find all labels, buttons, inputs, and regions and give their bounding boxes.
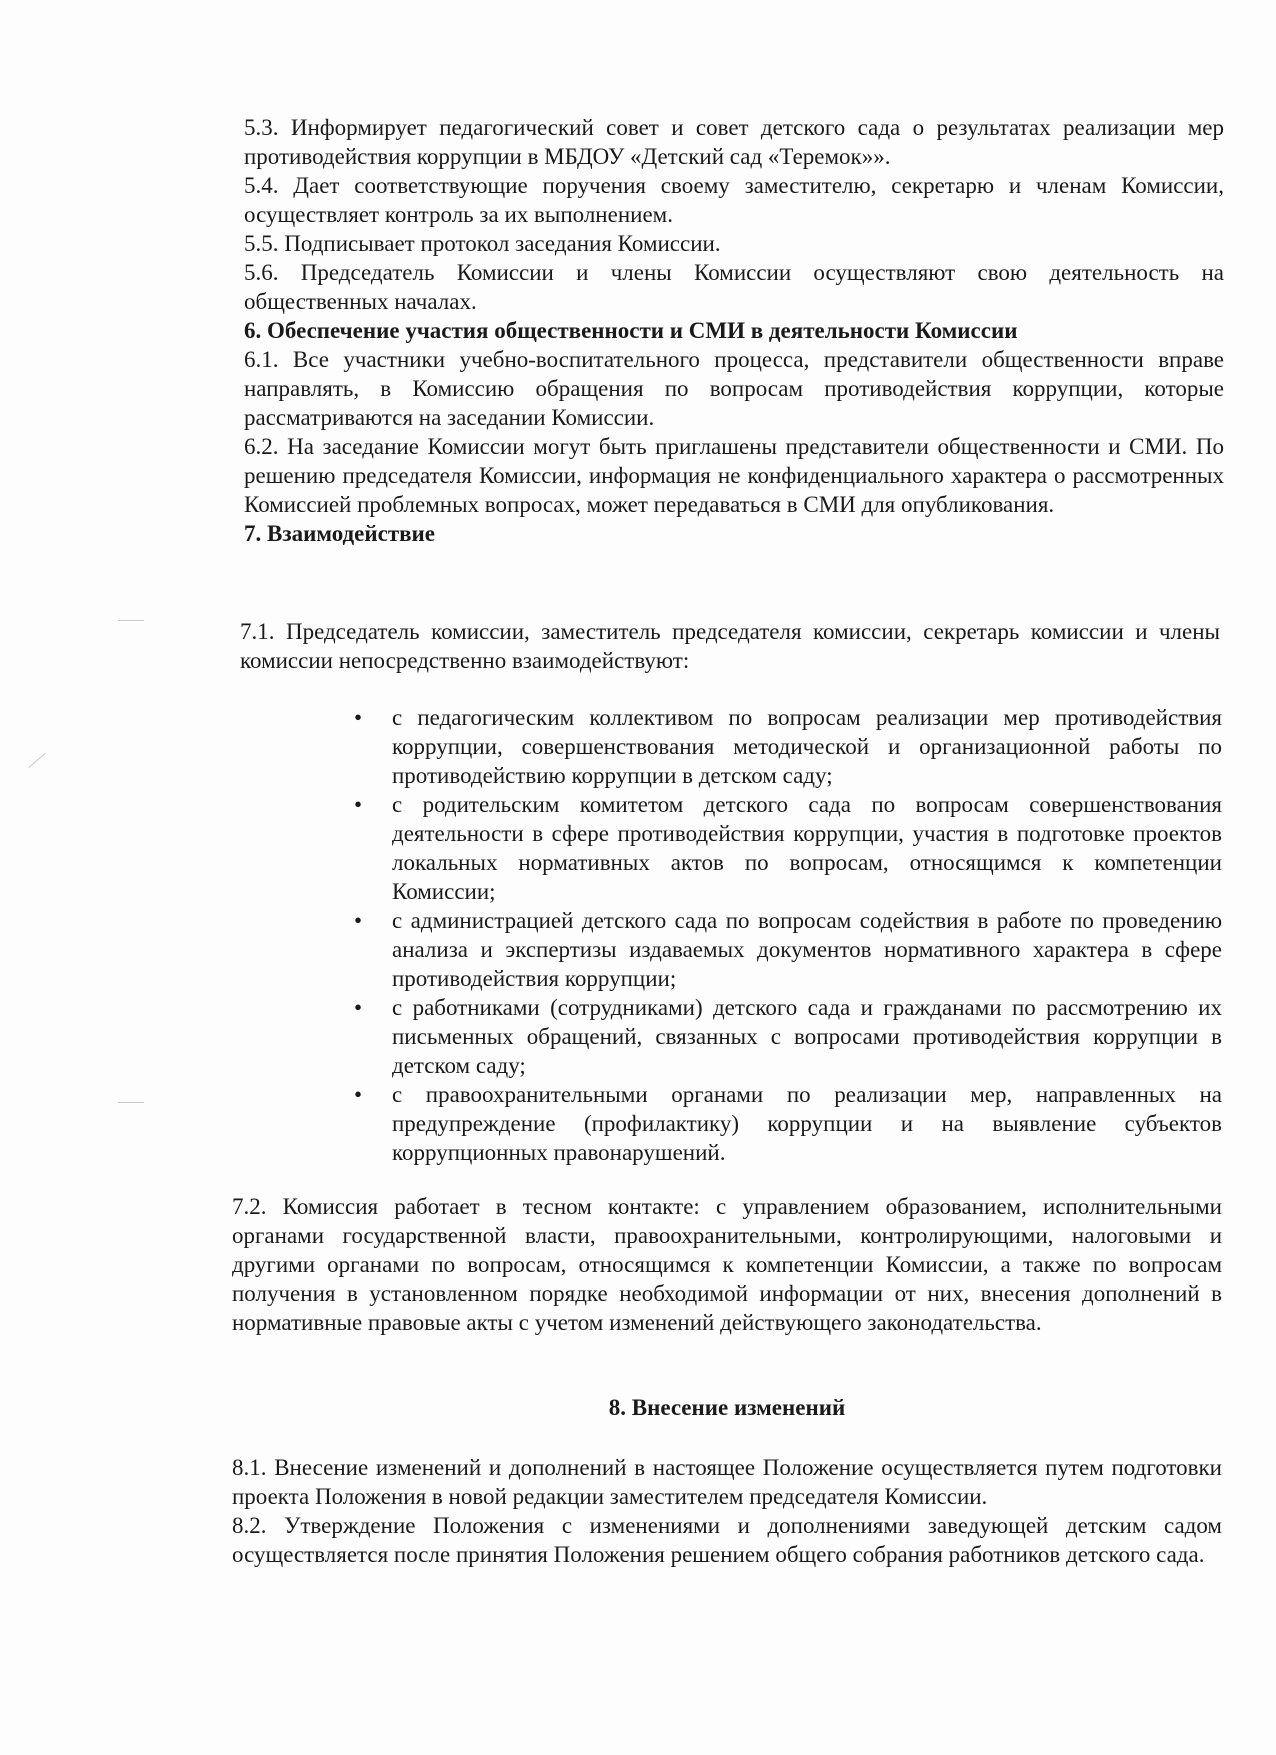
interaction-list xyxy=(352,703,1222,1167)
section-8-heading: 8. Внесение изменений xyxy=(608,1395,846,1420)
list-item-text: с педагогическим коллективом по вопросам реализации мер противодействия коррупции, совершенствования методической и организационной работы по противодействию коррупции в детском саду; xyxy=(392,705,1222,788)
list-item-text: с правоохранительными органами по реализации мер, направленных на предупреждение (профилактику) коррупции и на выявление субъектов коррупционных правонарушений. xyxy=(392,1082,1222,1165)
paragraph-7-1-block xyxy=(240,617,1220,675)
paragraph-7-1: 7.1. Председатель комиссии, заместитель председателя комиссии, секретарь комиссии и члены комиссии непосредственно взаимодействуют: xyxy=(240,619,1220,673)
paragraph-6-2: 6.2. На заседание Комиссии могут быть приглашены представители общественности и СМИ. По решению председателя Комиссии, информация не конфиденциального характера о рассмотренных Комиссией проблемных вопросах, может передаваться в СМИ для опубликования. xyxy=(244,434,1224,517)
section-5 xyxy=(244,113,1224,548)
bullet-icon: • xyxy=(354,705,363,730)
section-6-heading: 6. Обеспечение участия общественности и СМИ в деятельности Комиссии xyxy=(244,318,1018,343)
paragraph-6-1: 6.1. Все участники учебно-воспитательного процесса, представители общественности вправе направлять, в Комиссию обращения по вопросам противодействия коррупции, которые рассматриваются на заседании Комиссии. xyxy=(244,347,1224,430)
paragraph-5-4: 5.4. Дает соответствующие поручения своему заместителю, секретарю и членам Комиссии, осуществляет контроль за их выполнением. xyxy=(244,173,1224,227)
section-7-heading: 7. Взаимодействие xyxy=(244,521,436,546)
list-item-text: с работниками (сотрудниками) детского сада и гражданами по рассмотрению их письменных обращений, связанных с вопросами противодействия коррупции в детском саду; xyxy=(392,995,1222,1078)
list-item xyxy=(352,993,1222,1080)
section-8-heading-block xyxy=(232,1393,1222,1422)
paragraph-5-6: 5.6. Председатель Комиссии и члены Комиссии осуществляют свою деятельность на общественных началах. xyxy=(244,260,1224,314)
list-item xyxy=(352,906,1222,993)
list-item-text: с администрацией детского сада по вопросам содействия в работе по проведению анализа и экспертизы издаваемых документов нормативного характера в сфере противодействия коррупции; xyxy=(392,908,1222,991)
bullet-icon: • xyxy=(354,792,363,817)
section-8-body xyxy=(232,1453,1222,1569)
bullet-icon: • xyxy=(354,908,363,933)
paragraph-5-5: 5.5. Подписывает протокол заседания Комиссии. xyxy=(244,231,721,256)
paragraph-7-2: 7.2. Комиссия работает в тесном контакте: с управлением образованием, исполнительными органами государственной власти, правоохранительными, контролирующими, налоговыми и другими органами по вопросам, относящимся к компетенции Комиссии, а также по вопросам получения в установленном порядке необходимой информации от них, внесения дополнений в нормативные правовые акты с учетом изменений действующего законодательства. xyxy=(232,1194,1222,1335)
scan-mark xyxy=(28,753,45,768)
list-item xyxy=(352,1080,1222,1167)
list-item xyxy=(352,703,1222,790)
scan-mark xyxy=(118,1102,144,1103)
bullet-icon: • xyxy=(354,1082,363,1107)
paragraph-7-2-block xyxy=(232,1192,1222,1337)
scan-mark xyxy=(118,620,144,621)
bullet-icon: • xyxy=(354,995,363,1020)
list-item-text: с родительским комитетом детского сада по вопросам совершенствования деятельности в сфере противодействия коррупции, участия в подготовке проектов локальных нормативных актов по вопросам, относящимся к компетенции Комиссии; xyxy=(392,792,1222,904)
paragraph-8-1: 8.1. Внесение изменений и дополнений в настоящее Положение осуществляется путем подготовки проекта Положения в новой редакции заместителем председателя Комиссии. xyxy=(232,1455,1222,1509)
paragraph-5-3: 5.3. Информирует педагогический совет и совет детского сада о результатах реализации мер противодействия коррупции в МБДОУ «Детский сад «Теремок»». xyxy=(244,115,1224,169)
list-item xyxy=(352,790,1222,906)
paragraph-8-2: 8.2. Утверждение Положения с изменениями и дополнениями заведующей детским садом осуществляется после принятия Положения решением общего собрания работников детского сада. xyxy=(232,1513,1222,1567)
